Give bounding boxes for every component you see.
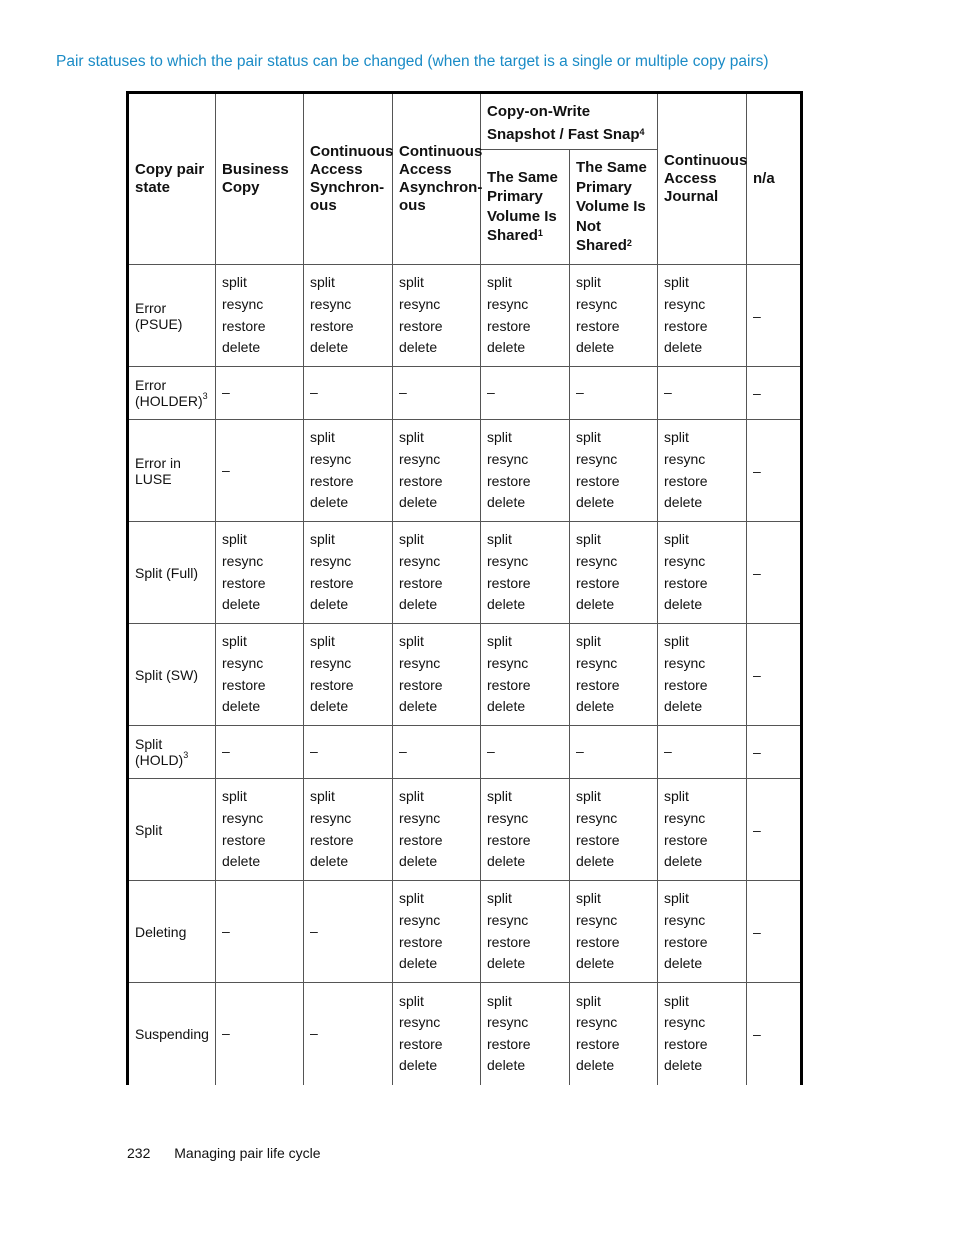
operation-item: delete xyxy=(399,853,438,870)
operation-item: restore xyxy=(487,1035,531,1052)
operation-item: restore xyxy=(310,472,354,489)
operation-item: delete xyxy=(576,698,615,715)
copy-pair-state-cell xyxy=(128,983,216,1085)
operations-cell-notshared xyxy=(570,367,658,420)
na-cell: – xyxy=(747,420,802,522)
copy-pair-state-text: Split xyxy=(135,821,163,838)
footnote-ref: 3 xyxy=(202,391,208,401)
operation-item: delete xyxy=(399,698,438,715)
operation-item: restore xyxy=(487,831,531,848)
copy-pair-state-cell xyxy=(128,367,216,420)
operations-cell-bc xyxy=(216,624,304,726)
operation-item: – xyxy=(576,743,584,760)
operation-item: delete xyxy=(487,596,526,613)
operation-item: restore xyxy=(310,676,354,693)
header-copy-pair-state: Copy pair state xyxy=(128,93,216,265)
operations-cell-caa xyxy=(393,726,481,779)
operation-item: – xyxy=(222,743,230,760)
operations-cell-notshared xyxy=(570,983,658,1085)
operations-cell-shared xyxy=(481,779,570,881)
operation-item: delete xyxy=(664,955,703,972)
operations-cell-notshared xyxy=(570,726,658,779)
operation-item: resync xyxy=(310,809,352,826)
operations-cell-caa xyxy=(393,420,481,522)
operation-item: resync xyxy=(399,654,441,671)
operations-cell-caa xyxy=(393,624,481,726)
operation-item: delete xyxy=(399,596,438,613)
operation-item: – xyxy=(664,743,672,760)
operation-item: split xyxy=(576,890,601,907)
operation-item: delete xyxy=(664,596,703,613)
operations-cell-shared xyxy=(481,983,570,1085)
operations-cell-shared xyxy=(481,881,570,983)
operation-item: resync xyxy=(399,911,441,928)
operation-item: restore xyxy=(399,317,443,334)
operation-item: resync xyxy=(487,809,529,826)
operation-item: restore xyxy=(576,574,620,591)
table-row xyxy=(128,726,802,779)
operations-cell-caj xyxy=(658,420,747,522)
operation-item: split xyxy=(399,992,424,1009)
operations-cell-bc xyxy=(216,983,304,1085)
operation-item: restore xyxy=(664,933,708,950)
operation-item: – xyxy=(487,384,495,401)
operation-item: delete xyxy=(576,339,615,356)
operation-item: delete xyxy=(487,494,526,511)
operation-item: restore xyxy=(310,574,354,591)
operations-cell-notshared xyxy=(570,779,658,881)
operation-item: split xyxy=(399,633,424,650)
operations-cell-shared xyxy=(481,726,570,779)
table-row xyxy=(128,420,802,522)
operation-item: delete xyxy=(310,494,349,511)
operation-item: delete xyxy=(310,698,349,715)
operation-item: delete xyxy=(487,853,526,870)
operations-cell-bc xyxy=(216,420,304,522)
operation-item: split xyxy=(664,633,689,650)
operations-cell-cas xyxy=(304,779,393,881)
operation-item: delete xyxy=(487,955,526,972)
operations-cell-cas xyxy=(304,367,393,420)
header-na: n/a xyxy=(747,93,802,265)
operation-item: resync xyxy=(399,295,441,312)
pair-status-table xyxy=(126,91,803,1085)
na-cell: – xyxy=(747,881,802,983)
operation-item: split xyxy=(222,274,247,291)
operation-item: split xyxy=(222,788,247,805)
header-ca-sync: Continuous Access Synchron- ous xyxy=(304,93,393,265)
operations-cell-caj xyxy=(658,367,747,420)
operations-cell-bc xyxy=(216,726,304,779)
operations-cell-cas xyxy=(304,265,393,367)
operation-item: restore xyxy=(310,317,354,334)
copy-pair-state-text: Split (HOLD) xyxy=(135,736,184,768)
operations-cell-caj xyxy=(658,983,747,1085)
table-row xyxy=(128,522,802,624)
footnote-ref: 3 xyxy=(183,750,189,760)
copy-pair-state-text: Error (HOLDER) xyxy=(135,377,203,409)
operation-item: restore xyxy=(576,676,620,693)
operation-item: resync xyxy=(576,911,618,928)
operation-item: – xyxy=(487,743,495,760)
operation-item: restore xyxy=(664,317,708,334)
copy-pair-state-cell xyxy=(128,779,216,881)
operations-cell-notshared xyxy=(570,265,658,367)
operations-cell-caa xyxy=(393,265,481,367)
operations-cell-caa xyxy=(393,779,481,881)
operation-item: split xyxy=(576,992,601,1009)
operation-item: split xyxy=(310,531,335,548)
operation-item: resync xyxy=(487,552,529,569)
operation-item: restore xyxy=(487,574,531,591)
operations-cell-bc xyxy=(216,522,304,624)
operation-item: – xyxy=(399,384,407,401)
operation-item: split xyxy=(399,274,424,291)
operation-item: restore xyxy=(664,574,708,591)
page-number: 232 xyxy=(127,1145,151,1161)
operations-cell-cas xyxy=(304,726,393,779)
header-ca-async: Continuous Access Asynchron- ous xyxy=(393,93,481,265)
operations-cell-bc xyxy=(216,881,304,983)
copy-pair-state-cell xyxy=(128,420,216,522)
header-cow-snapshot-text: Copy-on-Write Snapshot / Fast Snap xyxy=(487,103,640,143)
copy-pair-state-cell xyxy=(128,881,216,983)
operation-item: split xyxy=(487,788,512,805)
operation-item: split xyxy=(664,429,689,446)
operations-cell-bc xyxy=(216,779,304,881)
operation-item: split xyxy=(399,531,424,548)
operation-item: – xyxy=(399,743,407,760)
footer-section-title: Managing pair life cycle xyxy=(174,1145,321,1161)
operation-item: delete xyxy=(664,1057,703,1074)
operation-item: resync xyxy=(664,295,706,312)
operation-item: delete xyxy=(222,698,261,715)
operations-cell-caa xyxy=(393,881,481,983)
na-cell: – xyxy=(747,624,802,726)
operation-item: split xyxy=(222,531,247,548)
operations-cell-bc xyxy=(216,265,304,367)
operation-item: resync xyxy=(576,1014,618,1031)
operation-item: split xyxy=(310,429,335,446)
operation-item: delete xyxy=(576,853,615,870)
operation-item: restore xyxy=(399,472,443,489)
operation-item: split xyxy=(310,274,335,291)
copy-pair-state-text: Error in LUSE xyxy=(135,454,181,487)
header-same-pvol-not-shared-text: The Same Primary Volume Is Not Shared xyxy=(576,159,647,255)
operation-item: restore xyxy=(576,933,620,950)
operation-item: resync xyxy=(399,809,441,826)
operations-cell-cas xyxy=(304,983,393,1085)
operation-item: resync xyxy=(222,552,264,569)
operations-cell-caa xyxy=(393,522,481,624)
operation-item: restore xyxy=(487,317,531,334)
page-footer xyxy=(127,1145,321,1161)
operation-item: resync xyxy=(487,1014,529,1031)
operations-cell-notshared xyxy=(570,881,658,983)
copy-pair-state-cell xyxy=(128,522,216,624)
operation-item: restore xyxy=(487,472,531,489)
operations-cell-cas xyxy=(304,522,393,624)
header-ca-journal: Continuous Access Journal xyxy=(658,93,747,265)
operation-item: split xyxy=(664,992,689,1009)
operation-item: delete xyxy=(222,853,261,870)
operation-item: restore xyxy=(576,1035,620,1052)
operation-item: delete xyxy=(399,494,438,511)
operation-item: split xyxy=(487,992,512,1009)
copy-pair-state-text: Error (PSUE) xyxy=(135,299,183,332)
operation-item: split xyxy=(222,633,247,650)
operation-item: resync xyxy=(310,295,352,312)
na-cell: – xyxy=(747,367,802,420)
table-row xyxy=(128,881,802,983)
operations-cell-shared xyxy=(481,624,570,726)
operation-item: split xyxy=(399,429,424,446)
operation-item: restore xyxy=(399,933,443,950)
operation-item: restore xyxy=(664,472,708,489)
operation-item: restore xyxy=(222,574,266,591)
operation-item: – xyxy=(576,384,584,401)
operation-item: delete xyxy=(399,1057,438,1074)
copy-pair-state-cell xyxy=(128,726,216,779)
operation-item: restore xyxy=(399,1035,443,1052)
operation-item: resync xyxy=(576,809,618,826)
operations-cell-cas xyxy=(304,624,393,726)
operation-item: resync xyxy=(310,654,352,671)
copy-pair-state-cell xyxy=(128,624,216,726)
operation-item: split xyxy=(664,274,689,291)
operation-item: resync xyxy=(576,450,618,467)
operation-item: resync xyxy=(664,809,706,826)
operation-item: split xyxy=(576,531,601,548)
copy-pair-state-text: Split (SW) xyxy=(135,666,198,683)
operation-item: delete xyxy=(664,698,703,715)
operation-item: – xyxy=(310,922,318,939)
operations-cell-caj xyxy=(658,779,747,881)
operation-item: restore xyxy=(399,831,443,848)
operation-item: split xyxy=(664,531,689,548)
operation-item: resync xyxy=(399,1014,441,1031)
copy-pair-state-text: Split (Full) xyxy=(135,564,199,581)
na-cell: – xyxy=(747,779,802,881)
operation-item: split xyxy=(487,890,512,907)
operation-item: split xyxy=(576,633,601,650)
header-same-pvol-not-shared xyxy=(570,149,658,264)
operation-item: delete xyxy=(487,1057,526,1074)
operations-cell-shared xyxy=(481,420,570,522)
operation-item: resync xyxy=(310,552,352,569)
operation-item: resync xyxy=(487,911,529,928)
operations-cell-caj xyxy=(658,624,747,726)
operation-item: delete xyxy=(576,1057,615,1074)
table-row xyxy=(128,983,802,1085)
operation-item: resync xyxy=(664,654,706,671)
operation-item: restore xyxy=(222,831,266,848)
operation-item: delete xyxy=(664,494,703,511)
table-body xyxy=(128,265,802,1085)
operations-cell-caj xyxy=(658,881,747,983)
na-cell: – xyxy=(747,265,802,367)
operations-cell-caa xyxy=(393,983,481,1085)
operations-cell-caj xyxy=(658,726,747,779)
operations-cell-bc xyxy=(216,367,304,420)
operation-item: resync xyxy=(222,654,264,671)
header-cow-snapshot xyxy=(481,93,658,150)
operation-item: resync xyxy=(576,552,618,569)
na-cell: – xyxy=(747,983,802,1085)
operations-cell-notshared xyxy=(570,420,658,522)
operation-item: delete xyxy=(487,698,526,715)
operation-item: restore xyxy=(664,676,708,693)
header-cow-note: 4 xyxy=(639,127,645,137)
operations-cell-caj xyxy=(658,522,747,624)
operation-item: split xyxy=(576,274,601,291)
operation-item: delete xyxy=(576,596,615,613)
operation-item: split xyxy=(310,788,335,805)
operation-item: delete xyxy=(664,853,703,870)
operation-item: split xyxy=(310,633,335,650)
operation-item: – xyxy=(222,384,230,401)
copy-pair-state-cell xyxy=(128,265,216,367)
operation-item: restore xyxy=(664,1035,708,1052)
operation-item: resync xyxy=(664,911,706,928)
operation-item: restore xyxy=(576,472,620,489)
operation-item: restore xyxy=(487,676,531,693)
operation-item: restore xyxy=(664,831,708,848)
operation-item: – xyxy=(310,743,318,760)
operation-item: split xyxy=(664,890,689,907)
operation-item: – xyxy=(310,1024,318,1041)
operation-item: resync xyxy=(487,450,529,467)
operations-cell-notshared xyxy=(570,522,658,624)
operation-item: split xyxy=(487,429,512,446)
operation-item: restore xyxy=(487,933,531,950)
operation-item: restore xyxy=(399,574,443,591)
operation-item: delete xyxy=(576,494,615,511)
operation-item: split xyxy=(399,788,424,805)
na-cell: – xyxy=(747,726,802,779)
table-title: Pair statuses to which the pair status can be changed (when the target is a single or multiple copy pairs) xyxy=(56,53,769,70)
operations-cell-shared xyxy=(481,367,570,420)
operation-item: delete xyxy=(399,339,438,356)
operation-item: – xyxy=(664,384,672,401)
table-row xyxy=(128,367,802,420)
table-row xyxy=(128,265,802,367)
operation-item: restore xyxy=(576,317,620,334)
operation-item: split xyxy=(487,531,512,548)
copy-pair-state-text: Suspending xyxy=(135,1025,209,1042)
operations-cell-notshared xyxy=(570,624,658,726)
operation-item: – xyxy=(310,384,318,401)
operation-item: resync xyxy=(399,450,441,467)
operations-cell-shared xyxy=(481,522,570,624)
operation-item: restore xyxy=(576,831,620,848)
header-not-shared-note: 2 xyxy=(626,238,632,249)
operation-item: restore xyxy=(310,831,354,848)
operation-item: split xyxy=(487,633,512,650)
operations-cell-cas xyxy=(304,420,393,522)
na-cell: – xyxy=(747,522,802,624)
operation-item: delete xyxy=(310,339,349,356)
operations-cell-shared xyxy=(481,265,570,367)
copy-pair-state-text: Deleting xyxy=(135,923,187,940)
operation-item: delete xyxy=(487,339,526,356)
operation-item: resync xyxy=(576,295,618,312)
operation-item: split xyxy=(487,274,512,291)
operation-item: resync xyxy=(222,809,264,826)
header-business-copy: Business Copy xyxy=(216,93,304,265)
operation-item: delete xyxy=(664,339,703,356)
operation-item: resync xyxy=(664,552,706,569)
operation-item: delete xyxy=(222,596,261,613)
operation-item: resync xyxy=(399,552,441,569)
operation-item: split xyxy=(664,788,689,805)
operation-item: – xyxy=(222,461,230,478)
operation-item: split xyxy=(576,788,601,805)
operation-item: delete xyxy=(399,955,438,972)
table-row xyxy=(128,624,802,726)
operation-item: delete xyxy=(222,339,261,356)
operation-item: – xyxy=(222,1024,230,1041)
operation-item: resync xyxy=(576,654,618,671)
operation-item: delete xyxy=(576,955,615,972)
header-shared-note: 1 xyxy=(537,228,543,239)
operations-cell-cas xyxy=(304,881,393,983)
operations-cell-caj xyxy=(658,265,747,367)
header-same-pvol-shared xyxy=(481,149,570,264)
operation-item: resync xyxy=(664,1014,706,1031)
operations-cell-caa xyxy=(393,367,481,420)
operation-item: resync xyxy=(487,295,529,312)
operation-item: restore xyxy=(399,676,443,693)
operation-item: restore xyxy=(222,317,266,334)
operation-item: split xyxy=(399,890,424,907)
operation-item: delete xyxy=(310,596,349,613)
operation-item: delete xyxy=(310,853,349,870)
header-same-pvol-shared-text: The Same Primary Volume Is Shared xyxy=(487,168,558,245)
operation-item: split xyxy=(576,429,601,446)
operation-item: resync xyxy=(310,450,352,467)
operation-item: resync xyxy=(487,654,529,671)
operation-item: resync xyxy=(664,450,706,467)
operation-item: – xyxy=(222,922,230,939)
operation-item: restore xyxy=(222,676,266,693)
table-row xyxy=(128,779,802,881)
operation-item: resync xyxy=(222,295,264,312)
